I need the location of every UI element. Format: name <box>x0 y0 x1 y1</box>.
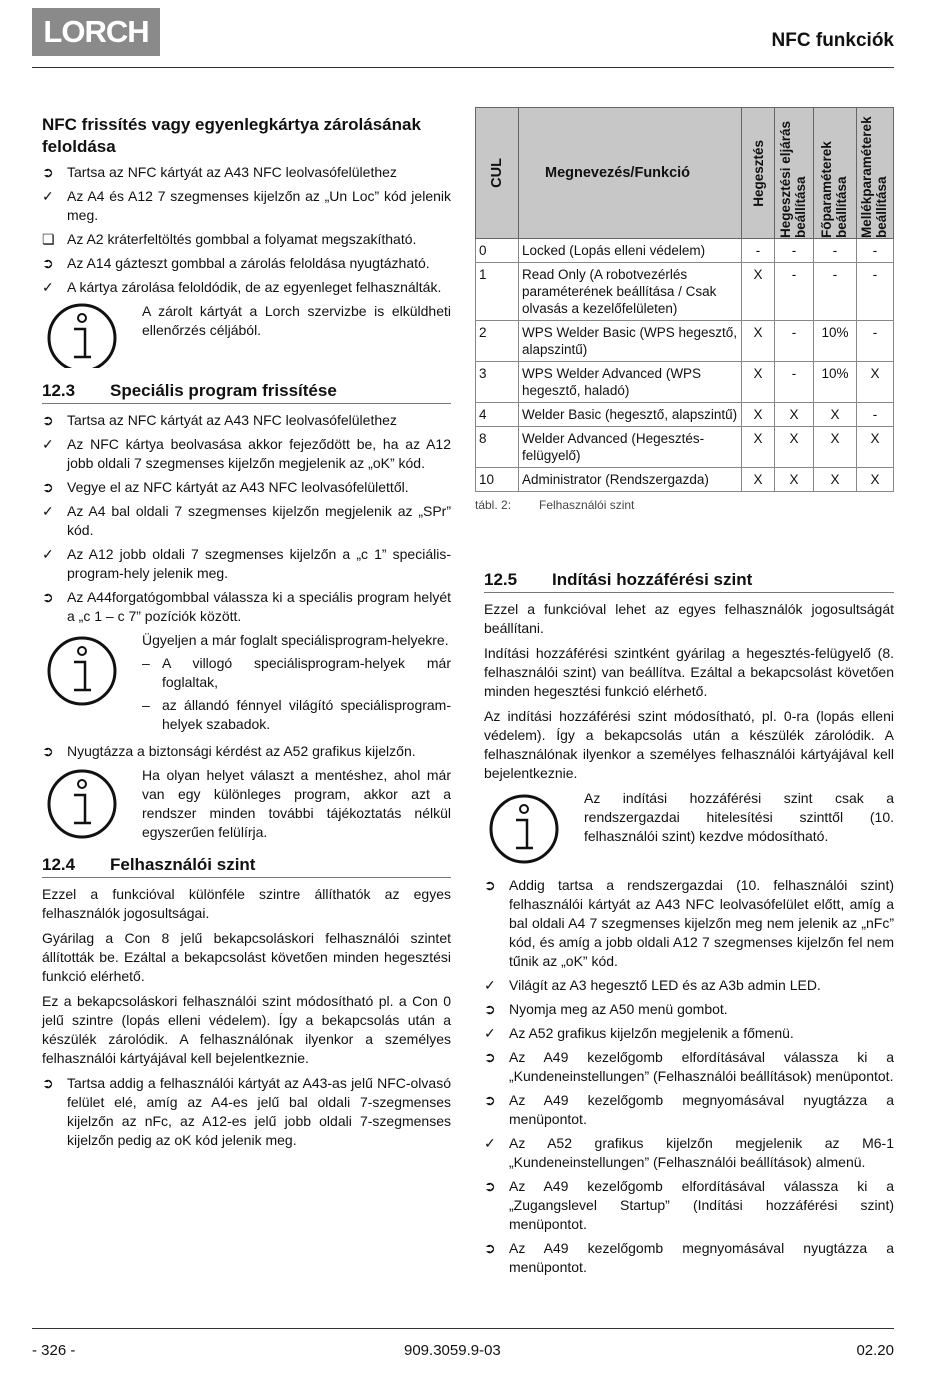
step-text: Az A4 bal oldali 7 szegmenses kijelzőn megjelenik az „SPr” kód. <box>67 503 451 538</box>
table-row <box>476 263 894 321</box>
step-text: Az NFC kártya beolvasása akkor fejeződött be, ha az A12 jobb oldali 7 szegmenses kijelzőn megjelenik az „oK” kód. <box>67 436 451 471</box>
special-program-steps <box>42 411 451 626</box>
cell-process: - <box>775 321 814 362</box>
dash-symbol: – <box>142 655 150 671</box>
step-symbol: ✓ <box>42 546 54 562</box>
step-text: Az A4 és A12 7 szegmenses kijelzőn az „Un Loc” kód jelenik meg. <box>67 188 451 223</box>
table-row <box>476 239 894 263</box>
header-divider <box>32 67 894 68</box>
step-text: Az A12 jobb oldali 7 szegmenses kijelzőn a „c 1” speciális-program-hely jelenik meg. <box>67 546 451 581</box>
step-item <box>484 976 894 995</box>
cell-function: Welder Basic (hegesztő, alapszintű) <box>519 403 742 427</box>
info-icon <box>484 789 584 868</box>
cell-main-params: X <box>814 403 857 427</box>
step-text: Nyugtázza a biztonsági kérdést az A52 grafikus kijelzőn. <box>67 743 416 759</box>
cell-main-params: - <box>814 239 857 263</box>
user-level-table <box>475 107 894 492</box>
step-symbol: ✓ <box>42 503 54 519</box>
step-text: Világít az A3 hegesztő LED és az A3b admin LED. <box>509 977 821 993</box>
section-12-3-heading <box>42 381 451 404</box>
step-text: Az A49 kezelőgomb elfordításával válassza ki a „Kundeneinstellungen” (Felhasználói beállítások) menüpontot. <box>509 1049 894 1084</box>
step-symbol: ➲ <box>484 1240 496 1256</box>
table-row <box>476 403 894 427</box>
cell-function: WPS Welder Advanced (WPS hegesztő, haladó) <box>519 362 742 403</box>
cell-main-params: X <box>814 468 857 492</box>
table-row <box>476 427 894 468</box>
step-symbol: ➲ <box>42 1075 54 1091</box>
step-symbol: ➲ <box>484 1092 496 1108</box>
header-cul: CUL <box>476 108 519 239</box>
step-text: A kártya zárolása feloldódik, de az egyenleget felhasználták. <box>67 279 442 295</box>
left-column <box>42 114 451 1155</box>
table-row <box>476 321 894 362</box>
header-function: Megnevezés/Funkció <box>519 108 742 239</box>
section-number: 12.3 <box>42 381 76 400</box>
header-main-params: Főparaméterek beállítása <box>814 108 857 239</box>
step-symbol: ➲ <box>484 1049 496 1065</box>
dash-item <box>142 696 451 734</box>
section-12-5-heading <box>484 570 894 593</box>
document-date: 02.20 <box>856 1342 894 1359</box>
info-text <box>142 631 451 734</box>
startup-level-steps <box>484 876 894 1277</box>
cell-cul: 3 <box>476 362 519 403</box>
step-symbol: ✓ <box>42 436 54 452</box>
caption-label: tábl. 2: <box>475 498 512 512</box>
cell-cul: 10 <box>476 468 519 492</box>
step-item <box>484 1000 894 1019</box>
cell-cul: 4 <box>476 403 519 427</box>
cell-welding: X <box>742 321 775 362</box>
info-text: Az indítási hozzáférési szint csak a rendszergazdai hitelesítési szinttől (10. felhasználói szint) kezdve módosítható. <box>584 790 894 844</box>
cell-process: X <box>775 468 814 492</box>
step-item <box>42 230 451 249</box>
step-symbol: ➲ <box>42 412 54 428</box>
step-item <box>42 254 451 273</box>
step-item <box>42 478 451 497</box>
step-text: Vegye el az NFC kártyát az A43 NFC leolvasófelülettől. <box>67 479 409 495</box>
step-text: Az A14 gázteszt gombbal a zárolás feloldása nyugtázható. <box>67 255 430 271</box>
step-text: Tartsa addig a felhasználói kártyát az A43-as jelű NFC-olvasó felület elé, amíg az A4-es jelű bal oldali 7-szegmenses kijelzőn az nFc, az A12-es jelű jobb oldali 7-szegmenses kijelzőn pedig az oK kód jelenik meg. <box>67 1075 451 1148</box>
step-item <box>42 502 451 540</box>
step-symbol: ✓ <box>484 1135 496 1151</box>
user-level-table-wrap <box>475 107 894 512</box>
step-item <box>484 1024 894 1043</box>
lorch-logo: LORCH <box>32 8 160 56</box>
table-header-row <box>476 108 894 239</box>
page-header-title: NFC funkciók <box>771 30 894 51</box>
paragraph: Ezzel a funkcióval különféle szintre állíthatók az egyes felhasználók jogosultságai. <box>42 886 451 921</box>
step-symbol: ✓ <box>42 279 54 295</box>
section-title: Indítási hozzáférési szint <box>552 570 753 589</box>
step-text: Az A49 kezelőgomb elfordításával válassza ki a „Zugangslevel Startup” (Indítási hozzáférési szint) menüpontot. <box>509 1178 894 1232</box>
step-item <box>484 1239 894 1277</box>
step-item <box>484 876 894 971</box>
step-item <box>42 1074 451 1150</box>
step-item <box>42 545 451 583</box>
info-note <box>42 766 451 845</box>
cell-main-params: - <box>814 263 857 321</box>
step-symbol: ➲ <box>42 479 54 495</box>
header-aux-params: Mellékparaméterek beállítása <box>857 108 894 239</box>
cell-function: WPS Welder Basic (WPS hegesztő, alapszintű) <box>519 321 742 362</box>
section-title: Felhasználói szint <box>110 855 256 874</box>
caption-text: Felhasználói szint <box>539 498 635 512</box>
cell-main-params: 10% <box>814 321 857 362</box>
step-symbol: ➲ <box>42 743 54 759</box>
info-note <box>42 302 451 371</box>
step-item <box>42 278 451 297</box>
cell-aux-params: - <box>857 263 894 321</box>
step-item <box>484 1091 894 1129</box>
step-text: Az A49 kezelőgomb megnyomásával nyugtázza a menüpontot. <box>509 1092 894 1127</box>
info-text: A zárolt kártyát a Lorch szervizbe is elküldheti ellenőrzés céljából. <box>142 303 451 338</box>
step-item <box>42 411 451 430</box>
cell-process: - <box>775 239 814 263</box>
step-symbol: ❏ <box>42 231 55 247</box>
cell-function: Locked (Lopás elleni védelem) <box>519 239 742 263</box>
step-item <box>42 742 451 761</box>
step-item <box>42 187 451 225</box>
cell-process: X <box>775 427 814 468</box>
step-item <box>484 1048 894 1086</box>
section-number: 12.4 <box>42 855 76 874</box>
cell-welding: X <box>742 403 775 427</box>
info-note <box>42 631 451 734</box>
section-12-4-heading <box>42 855 451 878</box>
step-symbol: ➲ <box>484 1178 496 1194</box>
info-icon <box>42 631 142 734</box>
cell-aux-params: X <box>857 427 894 468</box>
step-symbol: ➲ <box>42 255 54 271</box>
header-process-settings: Hegesztési eljárás beállítása <box>775 108 814 239</box>
dash-symbol: – <box>142 697 150 713</box>
step-text: Az A49 kezelőgomb megnyomásával nyugtázza a menüpontot. <box>509 1240 894 1275</box>
section-title: Speciális program frissítése <box>110 381 337 400</box>
cell-welding: X <box>742 362 775 403</box>
cell-process: - <box>775 263 814 321</box>
step-text: Tartsa az NFC kártyát az A43 NFC leolvasófelülethez <box>67 412 397 428</box>
unlock-section-title: NFC frissítés vagy egyenlegkártya zárolásának feloldása <box>42 115 421 156</box>
cell-aux-params: X <box>857 468 894 492</box>
paragraph: Ezzel a funkcióval lehet az egyes felhasználók jogosultságát beállítani. <box>484 601 894 636</box>
step-text: Tartsa az NFC kártyát az A43 NFC leolvasófelülethez <box>67 164 397 180</box>
table-body <box>476 239 894 492</box>
cell-main-params: X <box>814 427 857 468</box>
table-caption <box>475 498 894 512</box>
dash-text: A villogó speciálisprogram-helyek már foglaltak, <box>162 655 451 690</box>
cell-cul: 1 <box>476 263 519 321</box>
step-text: Az A2 kráterfeltöltés gombbal a folyamat megszakítható. <box>67 231 417 247</box>
step-symbol: ✓ <box>42 188 54 204</box>
info-icon <box>42 302 142 371</box>
cell-welding: - <box>742 239 775 263</box>
dash-item <box>142 654 451 692</box>
step-text: Az A52 grafikus kijelzőn megjelenik a főmenü. <box>509 1025 794 1041</box>
cell-welding: X <box>742 263 775 321</box>
step-item <box>42 588 451 626</box>
cell-aux-params: - <box>857 321 894 362</box>
step-item <box>484 1134 894 1172</box>
cell-cul: 2 <box>476 321 519 362</box>
step-item <box>484 1177 894 1234</box>
step-text: Az A44forgatógombbal válassza ki a speciális program helyét a „c 1 – c 7” pozíciók között. <box>67 589 451 624</box>
paragraph: Gyárilag a Con 8 jelű bekapcsoláskori felhasználói szintet állították be. Ezáltal a bekapcsolást követően minden hegesztési funkció elérhető. <box>42 930 451 984</box>
cell-cul: 0 <box>476 239 519 263</box>
cell-process: X <box>775 403 814 427</box>
table-row <box>476 362 894 403</box>
step-item <box>42 163 451 182</box>
step-text: Az A52 grafikus kijelzőn megjelenik az M6-1 „Kundeneinstellungen” (Felhasználói beállítások) almenü. <box>509 1135 894 1170</box>
info-text: Ha olyan helyet választ a mentéshez, ahol már van egy különleges program, akkor azt a rendszer minden további tájékoztatás nélkül egyszerűen felülírja. <box>142 767 451 840</box>
cell-cul: 8 <box>476 427 519 468</box>
paragraph: Ez a bekapcsoláskori felhasználói szint módosítható pl. a Con 0 jelű szintre (lopás elleni védelem). Így a bekapcsolás után a készülék zárolódik. A felhasználónak ilyenkor a személyes felhasználói kártyájával kell bejelentkeznie. <box>42 993 451 1066</box>
step-symbol: ➲ <box>484 1001 496 1017</box>
cell-main-params: 10% <box>814 362 857 403</box>
cell-function: Read Only (A robotvezérlés paraméterének beállítása / Csak olvasás a kezelőfelületen) <box>519 263 742 321</box>
cell-process: - <box>775 362 814 403</box>
cell-aux-params: - <box>857 403 894 427</box>
step-symbol: ✓ <box>484 1025 496 1041</box>
step-text: Addig tartsa a rendszergazdai (10. felhasználói szint) felhasználói kártyát az A43 NFC leolvasófelület előtt, amíg a bal oldali A4 7 szegmenses kijelzőn meg nem jelenik az „nFc” kód, és amíg a jobb oldali A12 7 szegmenses kijelzőn fel nem tűnik az „oK” kód. <box>509 877 894 969</box>
info-note <box>484 789 894 868</box>
step-text: Nyomja meg az A50 menü gombot. <box>509 1001 728 1017</box>
info-main-text: Ügyeljen a már foglalt speciálisprogram-helyekre. <box>142 632 449 648</box>
step-item <box>42 435 451 473</box>
step-symbol: ✓ <box>484 977 496 993</box>
step-symbol: ➲ <box>42 164 54 180</box>
info-icon <box>42 766 142 845</box>
step-symbol: ➲ <box>484 877 496 893</box>
cell-aux-params: - <box>857 239 894 263</box>
footer-divider <box>32 1328 894 1329</box>
cell-welding: X <box>742 427 775 468</box>
document-number: 909.3059.9-03 <box>404 1342 501 1359</box>
step-symbol: ➲ <box>42 589 54 605</box>
cell-function: Welder Advanced (Hegesztés-felügyelő) <box>519 427 742 468</box>
paragraph: Az indítási hozzáférési szint módosítható, pl. 0-ra (lopás elleni védelem). Így a bekapcsolás után a készülék zárolódik. A felhasználónak ilyenkor a személyes felhasználói kártyájával kell bejelentkeznie. <box>484 708 894 781</box>
cell-welding: X <box>742 468 775 492</box>
section-number: 12.5 <box>484 570 518 589</box>
right-column <box>484 560 894 1282</box>
header-welding: Hegesztés <box>742 108 775 239</box>
paragraph: Indítási hozzáférési szintként gyárilag a hegesztés-felügyelő (8. felhasználói szint) van beállítva. Ezáltal a bekapcsolást követően minden hegesztési funkció elérhető. <box>484 645 894 699</box>
cell-aux-params: X <box>857 362 894 403</box>
unlock-steps <box>42 163 451 297</box>
dash-text: az állandó fénnyel világító speciálisprogram-helyek szabadok. <box>162 697 451 732</box>
cell-function: Administrator (Rendszergazda) <box>519 468 742 492</box>
page-number: - 326 - <box>32 1342 76 1359</box>
table-row <box>476 468 894 492</box>
